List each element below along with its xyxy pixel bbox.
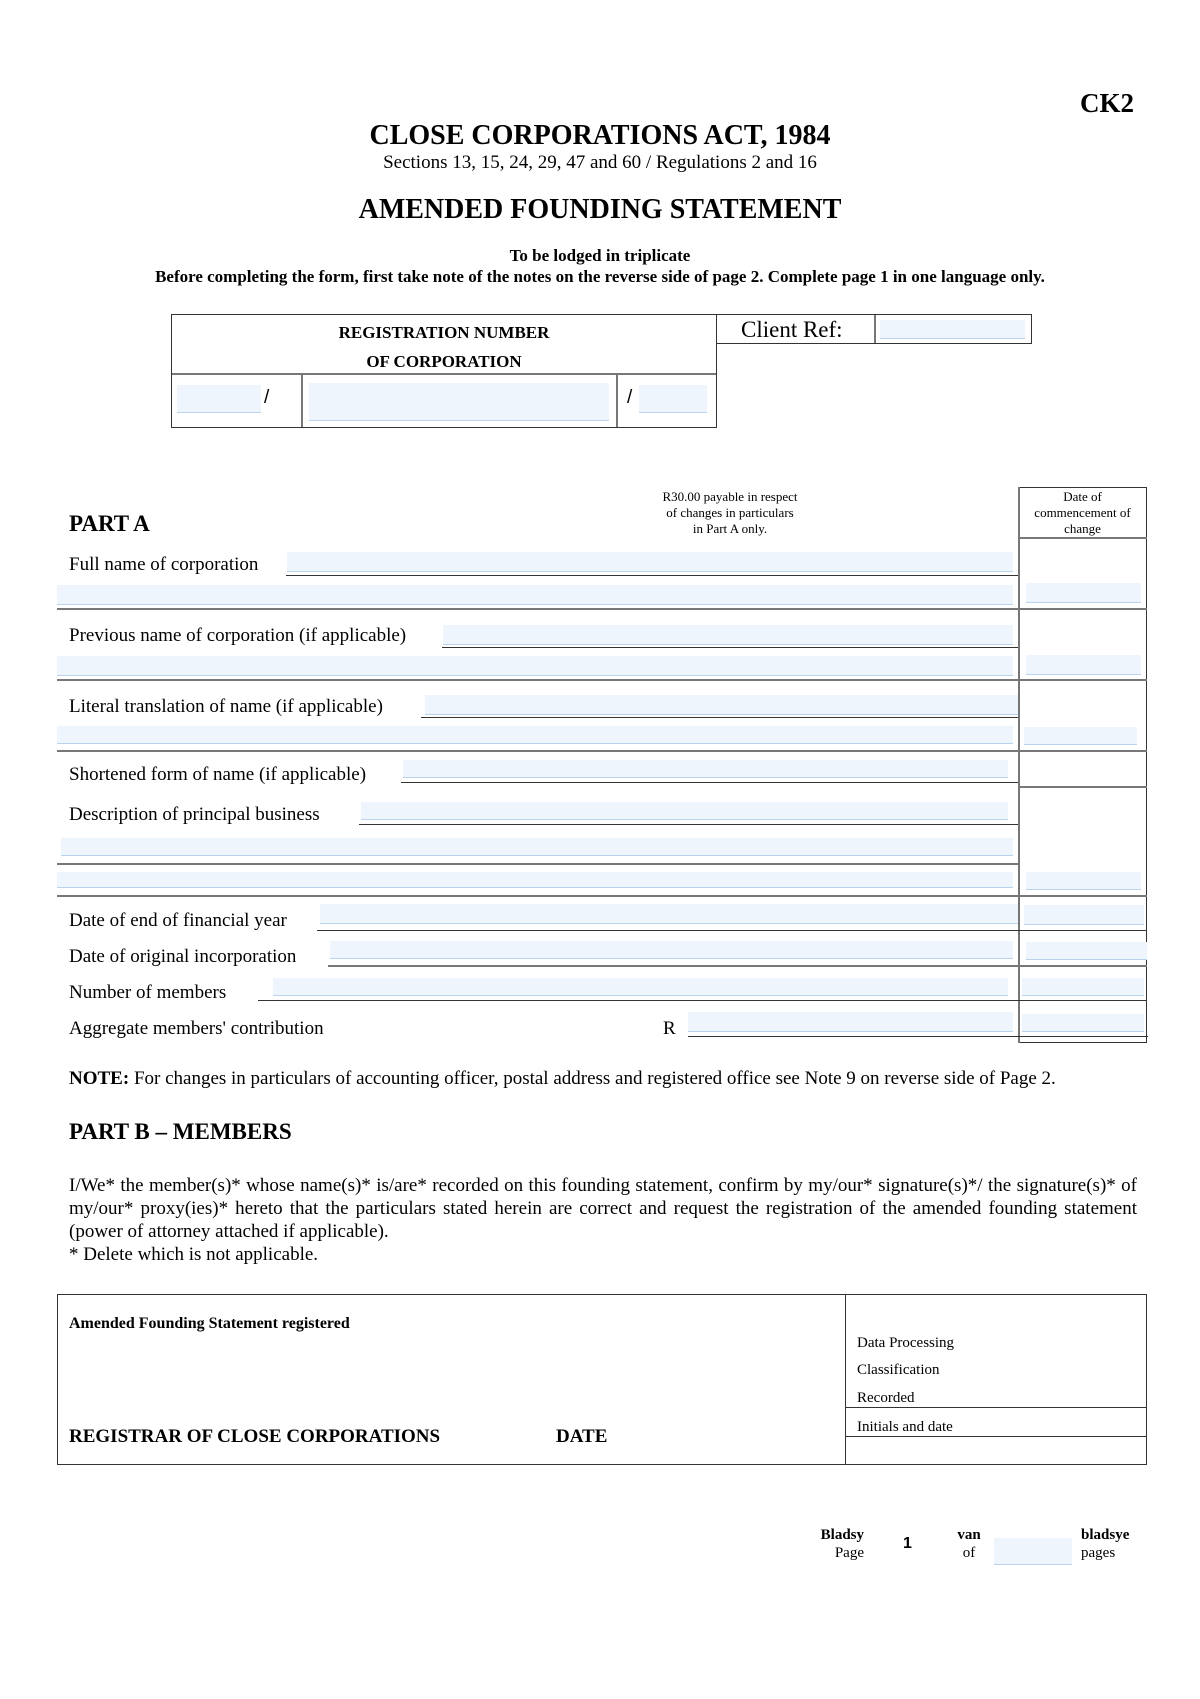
previous-name-input-1[interactable] xyxy=(443,625,1013,645)
registration-box xyxy=(171,314,717,428)
literal-translation-input-1[interactable] xyxy=(425,695,1018,715)
note-text: For changes in particulars of accounting officer, postal address and registered office see Note 9 on reverse side of Page 2. xyxy=(129,1068,1056,1089)
of-label-en: of xyxy=(962,1545,976,1561)
literal-translation-input-2[interactable] xyxy=(57,726,1013,744)
full-name-input-1[interactable] xyxy=(287,552,1013,572)
registration-year-input[interactable] xyxy=(177,385,261,413)
principal-business-input-3[interactable] xyxy=(57,872,1013,888)
original-incorporation-label: Date of original incorporation xyxy=(69,946,297,967)
date-col-line-1: Date of xyxy=(1063,489,1102,504)
part-b-declaration: I/We* the member(s)* whose name(s)* is/are* recorded on this founding statement, confirm by my/our* signature(s)*/ the signature(s)* of my/our* proxy(ies)* hereto that the particulars stated herein are correct and request the registration of the amended founding statement (power of attorney attached if applicable). xyxy=(69,1175,1137,1242)
total-pages-input[interactable] xyxy=(994,1538,1072,1565)
financial-year-label: Date of end of financial year xyxy=(69,910,287,931)
shortened-name-input[interactable] xyxy=(403,760,1008,778)
pages-label-af: bladsye xyxy=(1081,1527,1130,1543)
aggregate-contribution-input[interactable] xyxy=(688,1012,1013,1032)
form-title: AMENDED FOUNDING STATEMENT xyxy=(358,194,842,225)
page-number: 1 xyxy=(903,1535,912,1552)
shortened-name-label: Shortened form of name (if applicable) xyxy=(69,764,367,785)
registrar-label: REGISTRAR OF CLOSE CORPORATIONS xyxy=(69,1426,441,1447)
currency-symbol: R xyxy=(663,1018,676,1039)
previous-name-label: Previous name of corporation (if applicable) xyxy=(69,625,407,646)
principal-business-input-2[interactable] xyxy=(61,838,1013,856)
registration-separator-1: / xyxy=(264,387,270,408)
data-processing-label: Data Processing xyxy=(857,1335,955,1351)
number-of-members-label: Number of members xyxy=(69,982,227,1003)
date-col-line-3: change xyxy=(1064,521,1101,536)
date-column-header xyxy=(1018,489,1147,537)
page-label-en: Page xyxy=(834,1545,864,1561)
fee-note-line-1: R30.00 payable in respect xyxy=(662,489,798,504)
note xyxy=(69,1068,1056,1090)
financial-year-input[interactable] xyxy=(320,904,1018,924)
principal-business-date-input[interactable] xyxy=(1026,872,1141,890)
client-ref-box xyxy=(717,314,1032,344)
financial-year-date-input[interactable] xyxy=(1024,905,1144,925)
instruction: Before completing the form, first take note of the notes on the reverse side of page 2. Complete page 1 in one language only. xyxy=(155,267,1045,286)
part-b-title: PART B – MEMBERS xyxy=(69,1119,292,1144)
fee-note-line-2: of changes in particulars xyxy=(666,505,794,520)
full-name-label: Full name of corporation xyxy=(69,554,259,575)
client-ref-label: Client Ref: xyxy=(741,317,843,342)
original-incorporation-input[interactable] xyxy=(330,941,1013,959)
literal-translation-date-input[interactable] xyxy=(1024,727,1137,745)
date-label: DATE xyxy=(556,1426,608,1447)
recorded-label: Recorded xyxy=(857,1390,915,1406)
note-label: NOTE: xyxy=(69,1068,130,1089)
date-col-line-2: commencement of xyxy=(1034,505,1131,520)
pages-label-en: pages xyxy=(1081,1545,1116,1561)
full-name-date-input[interactable] xyxy=(1026,583,1141,603)
sections-subtitle: Sections 13, 15, 24, 29, 47 and 60 / Regulations 2 and 16 xyxy=(383,152,817,173)
pages-label xyxy=(1081,1526,1129,1562)
previous-name-date-input[interactable] xyxy=(1026,655,1141,675)
registration-heading-1: REGISTRATION NUMBER xyxy=(338,323,550,342)
office-use-box xyxy=(57,1294,1147,1465)
of-label xyxy=(951,1526,987,1562)
registration-separator-2: / xyxy=(627,387,633,408)
aggregate-contribution-label: Aggregate members' contribution xyxy=(69,1018,324,1039)
registration-suffix-input[interactable] xyxy=(639,385,707,413)
of-label-af: van xyxy=(957,1527,981,1543)
number-of-members-input[interactable] xyxy=(273,978,1008,996)
registration-heading-2: OF CORPORATION xyxy=(366,352,522,371)
client-ref-input[interactable] xyxy=(880,320,1025,339)
form-code: CK2 xyxy=(1080,88,1134,118)
registration-number-input[interactable] xyxy=(309,383,609,421)
original-incorporation-date-input[interactable] xyxy=(1026,942,1147,960)
part-b-footnote: * Delete which is not applicable. xyxy=(69,1244,319,1265)
previous-name-input-2[interactable] xyxy=(57,656,1013,676)
aggregate-contribution-date-input[interactable] xyxy=(1022,1014,1144,1032)
pagination xyxy=(800,1526,1160,1566)
full-name-input-2[interactable] xyxy=(57,585,1013,605)
fee-note xyxy=(610,489,850,537)
act-title: CLOSE CORPORATIONS ACT, 1984 xyxy=(369,120,831,151)
part-a-title: PART A xyxy=(69,511,150,536)
initials-date-label: Initials and date xyxy=(857,1419,953,1435)
classification-label: Classification xyxy=(857,1362,940,1378)
fee-note-line-3: in Part A only. xyxy=(692,521,768,536)
literal-translation-label: Literal translation of name (if applicable) xyxy=(69,696,383,717)
principal-business-label: Description of principal business xyxy=(69,804,320,825)
lodging-note: To be lodged in triplicate xyxy=(509,246,691,265)
page-label xyxy=(821,1526,864,1562)
page-label-af: Bladsy xyxy=(820,1527,864,1543)
registered-label: Amended Founding Statement registered xyxy=(69,1315,350,1332)
number-of-members-date-input[interactable] xyxy=(1022,978,1144,996)
principal-business-input-1[interactable] xyxy=(361,802,1008,820)
